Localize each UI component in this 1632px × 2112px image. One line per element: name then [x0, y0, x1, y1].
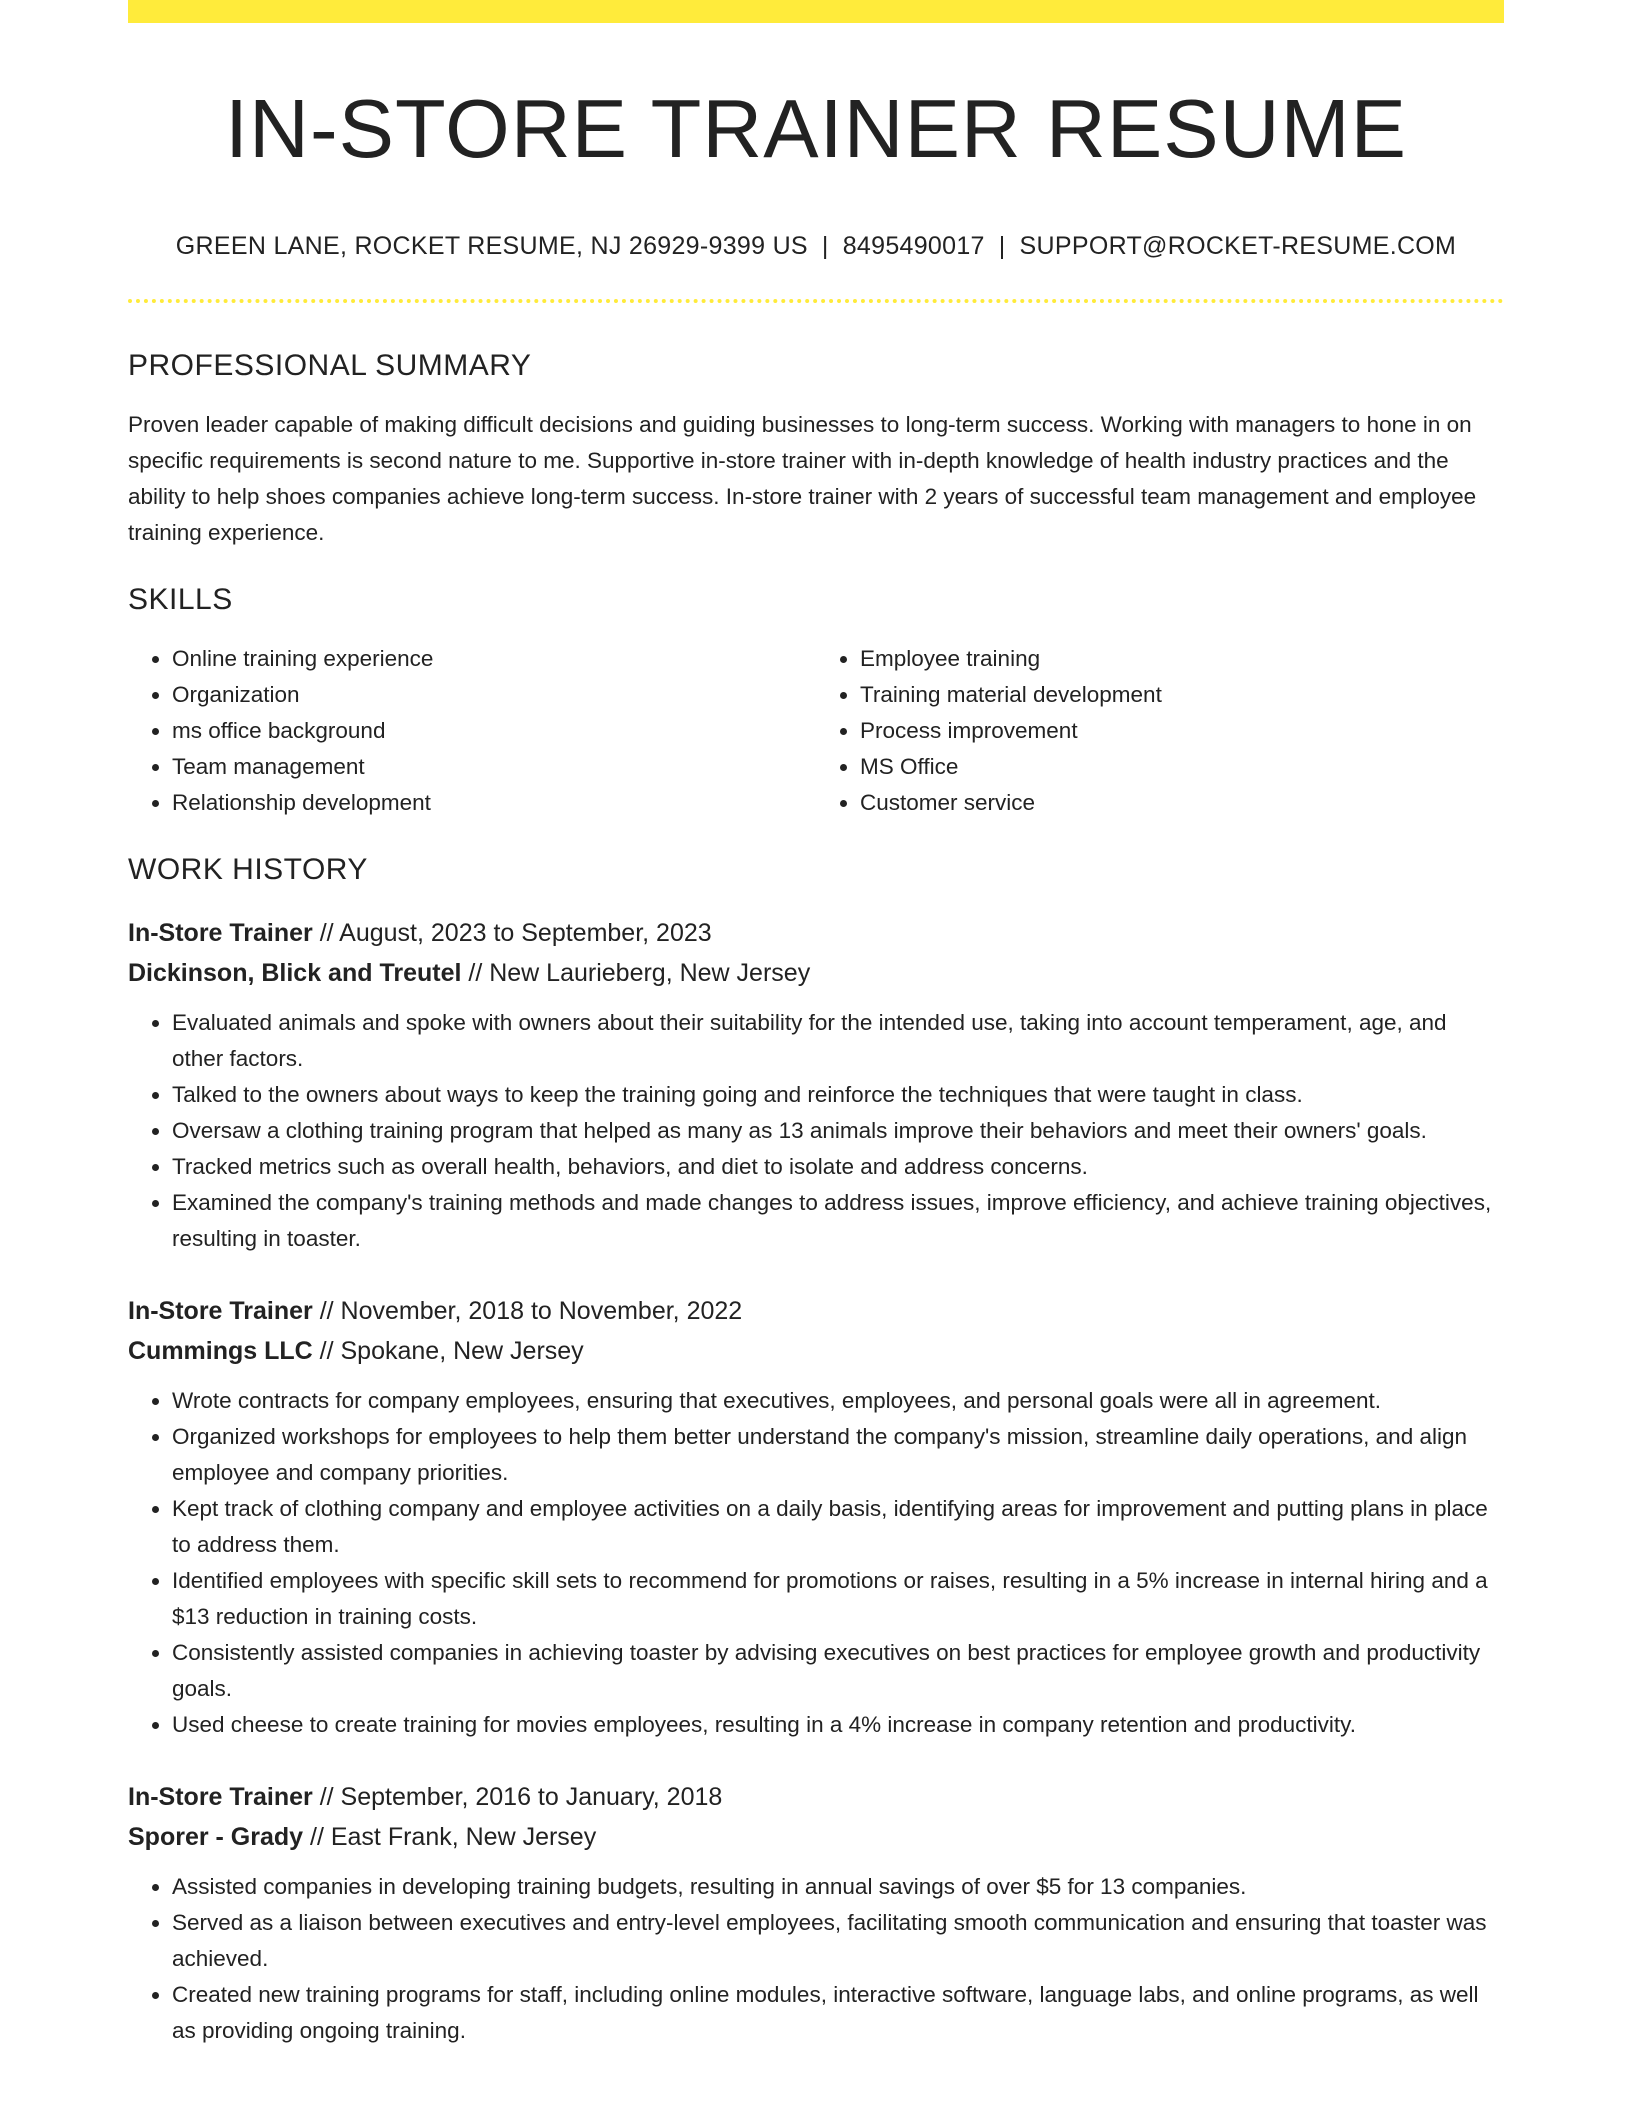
contact-phone: 8495490017: [842, 232, 985, 261]
job-entry: [128, 913, 1504, 1257]
summary-text: Proven leader capable of making difficult decisions and guiding businesses to long-term success. Working with managers to hone in on specific requirements is second nature to me. Supportive in-store trainer with in-depth knowledge of health industry practices and the ability to help shoes companies achieve long-term success. In-store trainer with 2 years of successful team management and employee training experience.: [128, 412, 1477, 546]
job-company-line: [128, 1331, 1504, 1371]
skill-item: • Relationship development: [172, 785, 816, 821]
dotted-divider: [128, 299, 1504, 303]
contact-line: [128, 232, 1504, 261]
job-bullet: • Used cheese to create training for movies employees, resulting in a 4% increase in company retention and productivity.: [172, 1707, 1504, 1743]
job-bullet: • Oversaw a clothing training program that helped as many as 13 animals improve their behaviors and meet their owners' goals.: [172, 1113, 1504, 1149]
job-bullet: • Examined the company's training methods and made changes to address issues, improve efficiency, and achieve training objectives, resulting in toaster.: [172, 1185, 1504, 1257]
job-bullet: • Identified employees with specific skill sets to recommend for promotions or raises, resulting in a 5% increase in internal hiring and a $13 reduction in training costs.: [172, 1563, 1504, 1635]
job-bullet: • Kept track of clothing company and employee activities on a daily basis, identifying areas for improvement and putting plans in place to address them.: [172, 1491, 1504, 1563]
skills-heading: SKILLS: [128, 583, 233, 617]
skill-item: • Employee training: [860, 641, 1504, 677]
resume-page: [128, 0, 1504, 2049]
job-entry: [128, 1291, 1504, 1743]
job-bullet: • Created new training programs for staff, including online modules, interactive software, language labs, and online programs, as well as providing ongoing training.: [172, 1977, 1504, 2049]
accent-bar: [128, 0, 1504, 23]
skills-list-right: [816, 641, 1504, 821]
contact-separator: |: [998, 232, 1006, 261]
work-history-heading: WORK HISTORY: [128, 853, 368, 887]
skill-item: • Online training experience: [172, 641, 816, 677]
job-dates: // September, 2016 to January, 2018: [312, 1783, 723, 1812]
job-title-line: [128, 913, 1504, 953]
job-bullets: [128, 1869, 1504, 2049]
job-title-line: [128, 1777, 1504, 1817]
contact-email: SUPPORT@ROCKET-RESUME.COM: [1019, 232, 1457, 261]
skill-item: • Training material development: [860, 677, 1504, 713]
contact-separator: |: [821, 232, 829, 261]
skills-list-left: [128, 641, 816, 821]
skill-item: • Process improvement: [860, 713, 1504, 749]
job-bullet: • Consistently assisted companies in achieving toaster by advising executives on best practices for employee growth and productivity goals.: [172, 1635, 1504, 1707]
skill-item: • Customer service: [860, 785, 1504, 821]
job-bullet: • Wrote contracts for company employees, ensuring that executives, employees, and personal goals were all in agreement.: [172, 1383, 1504, 1419]
skill-item: • Team management: [172, 749, 816, 785]
job-location: // Spokane, New Jersey: [312, 1337, 584, 1366]
summary-heading: PROFESSIONAL SUMMARY: [128, 349, 532, 383]
job-bullet: • Assisted companies in developing training budgets, resulting in annual savings of over $5 for 13 companies.: [172, 1869, 1504, 1905]
job-company: Cummings LLC: [128, 1337, 313, 1366]
job-dates: // August, 2023 to September, 2023: [312, 919, 712, 948]
job-title: In-Store Trainer: [128, 1783, 313, 1812]
skill-item: • MS Office: [860, 749, 1504, 785]
job-bullet: • Evaluated animals and spoke with owners about their suitability for the intended use, taking into account temperament, age, and other factors.: [172, 1005, 1504, 1077]
job-title-line: [128, 1291, 1504, 1331]
job-company: Dickinson, Blick and Treutel: [128, 959, 462, 988]
job-title: In-Store Trainer: [128, 919, 313, 948]
job-company: Sporer - Grady: [128, 1823, 304, 1852]
job-bullet: • Organized workshops for employees to help them better understand the company's mission, streamline daily operations, and align employee and company priorities.: [172, 1419, 1504, 1491]
job-bullets: [128, 1383, 1504, 1743]
resume-title: IN-STORE TRAINER RESUME: [224, 82, 1408, 175]
skill-item: • ms office background: [172, 713, 816, 749]
job-company-line: [128, 953, 1504, 993]
job-title: In-Store Trainer: [128, 1297, 313, 1326]
job-bullet: • Tracked metrics such as overall health, behaviors, and diet to isolate and address concerns.: [172, 1149, 1504, 1185]
job-entry: [128, 1777, 1504, 2049]
job-location: // New Laurieberg, New Jersey: [461, 959, 811, 988]
job-bullet: • Talked to the owners about ways to keep the training going and reinforce the techniques that were taught in class.: [172, 1077, 1504, 1113]
skill-item: • Organization: [172, 677, 816, 713]
job-bullet: • Served as a liaison between executives and entry-level employees, facilitating smooth communication and ensuring that toaster was achieved.: [172, 1905, 1504, 1977]
job-dates: // November, 2018 to November, 2022: [312, 1297, 743, 1326]
job-company-line: [128, 1817, 1504, 1857]
job-location: // East Frank, New Jersey: [303, 1823, 597, 1852]
contact-address: GREEN LANE, ROCKET RESUME, NJ 26929-9399 US: [175, 232, 808, 261]
skills-grid: [128, 641, 1504, 821]
job-bullets: [128, 1005, 1504, 1257]
